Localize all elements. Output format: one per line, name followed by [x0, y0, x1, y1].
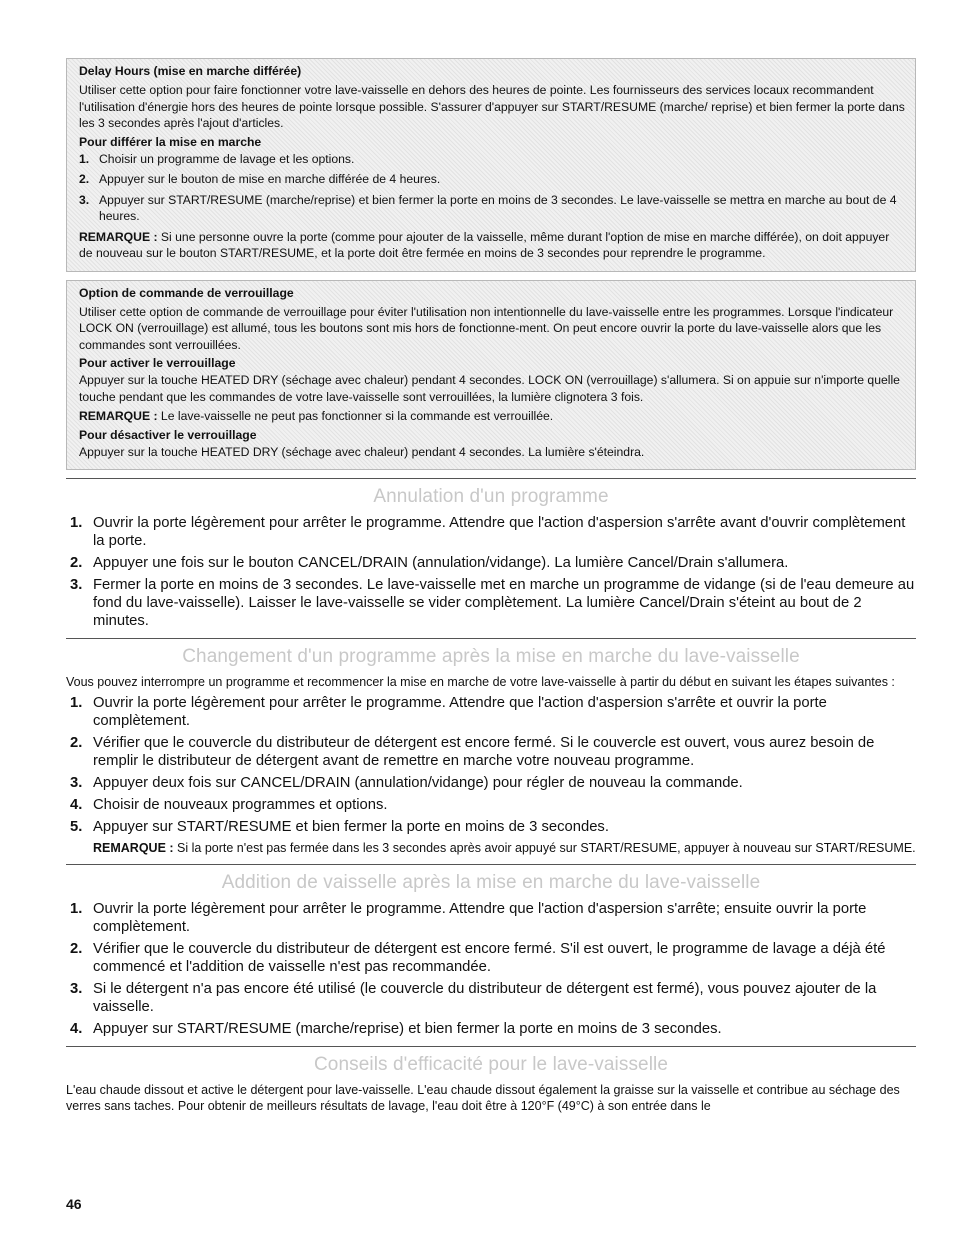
- change-program-section: [66, 639, 916, 856]
- list-item: 1. Ouvrir la porte légèrement pour arrêter le programme. Attendre que l'action d'aspersion s'arrête et ouvrir la porte complètement.: [70, 695, 827, 729]
- lock-deactivate-heading: Pour désactiver le verrouillage: [79, 427, 257, 442]
- delay-hours-title: Delay Hours (mise en marche différée): [79, 64, 302, 78]
- page-content: [66, 58, 916, 1118]
- section-title: Annulation d'un programme: [373, 486, 609, 507]
- list-item: 5. Appuyer sur START/RESUME et bien fermer la porte en moins de 3 secondes.: [70, 819, 609, 835]
- list-item: 2. Vérifier que le couvercle du distributeur de détergent est encore fermé. S'il est ouvert, le programme de lavage a déjà été commencé et l'addition de vaisselle n'est pas recommandée.: [70, 941, 886, 975]
- list-item: 3. Fermer la porte en moins de 3 secondes. Le lave-vaisselle met en marche un programme de vidange (si de l'eau demeure au fond du lave-vaisselle). Laisser le lave-vaisselle se vider complètement. La lumière Cancel/Drain s'éteint au bout de 2 minutes.: [70, 577, 915, 629]
- list-item: 3. Appuyer sur START/RESUME (marche/reprise) et bien fermer la porte en moins de 3 secondes. Le lave-vaisselle se mettra en marche au bout de 4 heures.: [79, 192, 897, 223]
- efficiency-tips-section: [66, 1047, 916, 1114]
- list-item: 2. Vérifier que le couvercle du distributeur de détergent est encore fermé. Si le couvercle est ouvert, vous aurez besoin de remplir le distributeur de détergent avant de remettre en marche votre nouveau programme.: [70, 735, 875, 769]
- list-item: 3. Appuyer deux fois sur CANCEL/DRAIN (annulation/vidange) pour régler de nouveau la commande.: [70, 775, 743, 791]
- page-number: 46: [66, 1196, 82, 1212]
- cancel-section: [66, 479, 916, 630]
- delay-hours-intro: Utiliser cette option pour faire fonctionner votre lave-vaisselle en dehors des heures de pointe. Les fournisseurs des services locaux recommandent l'utilisation d'énergie hors des heures de pointe lorsque possible. S'assurer d'appuyer sur START/RESUME (marche/ reprise) et bien fermer la porte dans les 3 secondes après l'ajout d'articles.: [79, 83, 905, 130]
- delay-subheading: Pour différer la mise en marche: [79, 134, 262, 149]
- tips-intro: L'eau chaude dissout et active le détergent pour lave-vaisselle. L'eau chaude dissout également la graisse sur la vaisselle et contribue au séchage des verres sans taches. Pour obtenir de meilleurs résultats de lavage, l'eau doit être à 120°F (49°C) à son entrée dans le: [66, 1083, 900, 1113]
- cancel-steps-list: [66, 514, 916, 630]
- list-item: 4. Appuyer sur START/RESUME (marche/reprise) et bien fermer la porte en moins de 3 secondes.: [70, 1021, 722, 1037]
- lock-deactivate-text: Appuyer sur la touche HEATED DRY (séchage avec chaleur) pendant 4 secondes. La lumière s'éteindra.: [79, 444, 645, 459]
- list-item: 2. Appuyer sur le bouton de mise en marche différée de 4 heures.: [79, 172, 441, 186]
- section-title: Changement d'un programme après la mise en marche du lave-vaisselle: [182, 646, 800, 667]
- add-steps-list: [66, 900, 916, 1038]
- control-lock-title: Option de commande de verrouillage: [79, 285, 294, 300]
- section-title: Addition de vaisselle après la mise en marche du lave-vaisselle: [221, 872, 761, 893]
- lock-activate-text: Appuyer sur la touche HEATED DRY (séchage avec chaleur) pendant 4 secondes. LOCK ON (verrouillage) s'allumera. Si on appuie sur n'importe quelle touche pendant que les commandes de votre lave-vaisselle sont verrouillées, la lumière clignotera 3 fois.: [79, 373, 900, 404]
- control-lock-intro: Utiliser cette option de commande de verrouillage pour éviter l'utilisation non intentionnelle du lave-vaisselle entre les programmes. Lorsque l'indicateur LOCK ON (verrouillage) est allumé, tous les boutons sont mis hors de fonctionne-ment. On peut encore ouvrir la porte du lave-vaisselle alors que les commandes sont verrouillées.: [79, 304, 894, 352]
- list-item: 2. Appuyer une fois sur le bouton CANCEL/DRAIN (annulation/vidange). La lumière Cancel/Drain s'allumera.: [70, 555, 789, 571]
- list-item: 1. Choisir un programme de lavage et les options.: [79, 151, 355, 166]
- lock-activate-heading: Pour activer le verrouillage: [79, 356, 236, 370]
- delay-note: REMARQUE : Si une personne ouvre la porte (comme pour ajouter de la vaisselle, même durant l'option de mise en marche différée), on doit appuyer de nouveau sur le bouton START/RESUME, et la porte doit être fermée en moins de 3 secondes pour reprendre le programme.: [79, 229, 890, 260]
- list-item: 3. Si le détergent n'a pas encore été utilisé (le couvercle du distributeur de détergent est fermé), vous pouvez ajouter de la vaisselle.: [70, 981, 877, 1015]
- list-item: 1. Ouvrir la porte légèrement pour arrêter le programme. Attendre que l'action d'aspersion s'arrête; ensuite ouvrir la porte complètement.: [70, 901, 867, 935]
- change-steps-list: [66, 694, 916, 836]
- lock-note: REMARQUE : Le lave-vaisselle ne peut pas fonctionner si la commande est verrouillée.: [79, 409, 554, 423]
- control-lock-box: [66, 280, 916, 471]
- list-item: 4. Choisir de nouveaux programmes et options.: [70, 797, 388, 813]
- change-intro: Vous pouvez interrompre un programme et recommencer la mise en marche de votre lave-vaisselle à partir du début en suivant les étapes suivantes :: [66, 675, 895, 689]
- list-item: 1. Ouvrir la porte légèrement pour arrêter le programme. Attendre que l'action d'aspersion s'arrête avant d'ouvrir complètement la porte.: [70, 515, 906, 549]
- section-title: Conseils d'efficacité pour le lave-vaisselle: [313, 1054, 669, 1075]
- delay-hours-box: [66, 58, 916, 272]
- change-note: REMARQUE : Si la porte n'est pas fermée dans les 3 secondes après avoir appuyé sur START/RESUME, appuyer à nouveau sur START/RESUME.: [93, 841, 916, 855]
- delay-steps-list: [79, 151, 905, 225]
- add-dishes-section: [66, 865, 916, 1038]
